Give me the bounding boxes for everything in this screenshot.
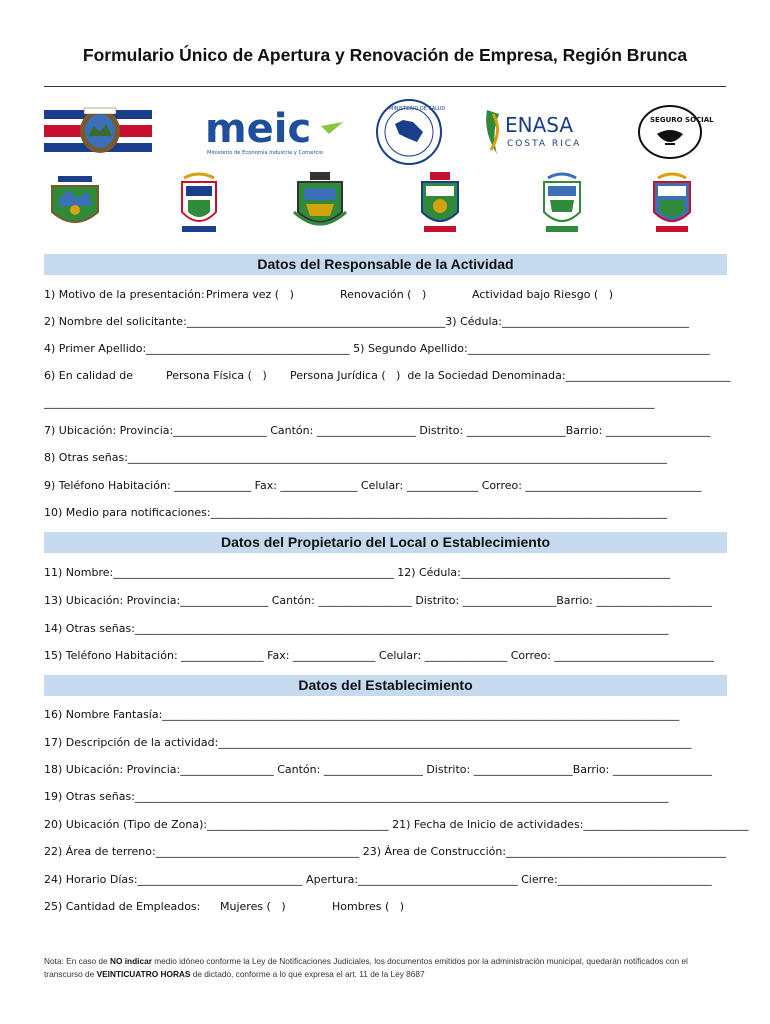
hombres-field[interactable]: Hombres ( ) xyxy=(332,900,405,913)
nombre-solicitante-field[interactable]: 2) Nombre del solicitante:_______________________________________________3) Cédula:__________________________________ xyxy=(44,315,689,328)
section-header-responsable: Datos del Responsable de la Actividad xyxy=(44,254,727,275)
meic-logo xyxy=(203,104,353,160)
telefonos-responsable-field[interactable]: 9) Teléfono Habitación: ______________ Fax: ______________ Celular: _____________ Correo: ________________________________ xyxy=(44,479,702,492)
note-bold1: NO indicar xyxy=(109,956,152,966)
note-bold2: VEINTICUATRO HORAS xyxy=(96,969,191,979)
ubicacion-responsable-field[interactable]: 7) Ubicación: Provincia:_________________ Cantón: __________________ Distrito: __________________Barrio: ___________________ xyxy=(44,424,711,437)
tipo-zona-fecha-field[interactable]: 20) Ubicación (Tipo de Zona):_________________________________ 21) Fecha de Inicio de actividades:______________________________ xyxy=(44,818,749,831)
ubicacion-establecimiento-field[interactable]: 18) Ubicación: Provincia:_________________ Cantón: __________________ Distrito: __________________Barrio: __________________ xyxy=(44,763,712,776)
primera-vez-checkbox[interactable]: Primera vez ( ) xyxy=(206,288,294,301)
svg-text:MINISTERIO DE SALUD: MINISTERIO DE SALUD xyxy=(389,106,446,112)
senasa-logo xyxy=(481,104,593,158)
motivo-presentacion-label: 1) Motivo de la presentación: xyxy=(44,288,205,301)
title-divider xyxy=(44,86,726,87)
calidad-label: 6) En calidad de xyxy=(44,369,134,382)
section-header-propietario: Datos del Propietario del Local o Establecimiento xyxy=(44,532,727,553)
svg-text:SEGURO SOCIAL: SEGURO SOCIAL xyxy=(650,116,714,124)
meic-logo-text: meic xyxy=(205,106,312,152)
mujeres-field[interactable]: Mujeres ( ) xyxy=(220,900,286,913)
area-terreno-construccion-field[interactable]: 22) Área de terreno:_____________________________________ 23) Área de Construcción:________________________________________ xyxy=(44,845,727,858)
footer-note xyxy=(44,955,727,981)
municipal-shield-2 xyxy=(176,172,222,236)
horario-field[interactable]: 24) Horario Días:______________________________ Apertura:_____________________________ Cierre:____________________________ xyxy=(44,873,712,886)
sociedad-continuation-field[interactable]: _______________________________________________________________________________________________________________ xyxy=(44,396,655,409)
municipal-shield-3 xyxy=(292,172,348,236)
municipal-shield-4 xyxy=(416,172,464,236)
persona-fisica-checkbox[interactable]: Persona Física ( ) xyxy=(166,369,267,382)
note-part2: medio idóneo conforme la Ley de Notificaciones Judiciales, los documentos emitidos por la administración municipal, quedarán notificados con el transcurso de xyxy=(44,956,688,979)
nombre-fantasia-field[interactable]: 16) Nombre Fantasía:______________________________________________________________________________________________ xyxy=(44,708,680,721)
persona-juridica-field[interactable]: Persona Jurídica ( ) de la Sociedad Denominada:______________________________ xyxy=(290,369,731,382)
municipal-shield-5 xyxy=(538,170,586,236)
seguro-social-logo xyxy=(637,104,714,160)
nombre-propietario-field[interactable]: 11) Nombre:___________________________________________________ 12) Cédula:______________________________________ xyxy=(44,566,670,579)
otras-senas-establecimiento-field[interactable]: 19) Otras señas:_________________________________________________________________________________________________ xyxy=(44,790,669,803)
svg-text:COSTA RICA: COSTA RICA xyxy=(507,139,582,149)
note-part1: Nota: En caso de xyxy=(44,956,110,966)
municipal-shield-6 xyxy=(648,172,696,236)
ubicacion-propietario-field[interactable]: 13) Ubicación: Provincia:________________ Cantón: _________________ Distrito: _________________Barrio: _____________________ xyxy=(44,594,712,607)
ministerio-de-salud-logo xyxy=(373,98,445,166)
telefonos-propietario-field[interactable]: 15) Teléfono Habitación: _______________ Fax: _______________ Celular: _______________ Correo: _____________________________ xyxy=(44,649,714,662)
note-part3: de dictado, conforme a lo que expresa el art. 11 de la Ley 8687 xyxy=(190,969,425,979)
cantidad-empleados-label: 25) Cantidad de Empleados: xyxy=(44,900,201,913)
apellidos-field[interactable]: 4) Primer Apellido:_____________________________________ 5) Segundo Apellido:____________________________________________ xyxy=(44,342,710,355)
otras-senas-responsable-field[interactable]: 8) Otras señas:__________________________________________________________________________________________________ xyxy=(44,451,667,464)
renovacion-checkbox[interactable]: Renovación ( ) xyxy=(340,288,427,301)
form-title: Formulario Único de Apertura y Renovación de Empresa, Región Brunca xyxy=(82,45,688,65)
municipal-shield-1 xyxy=(48,176,102,232)
medio-notificaciones-field[interactable]: 10) Medio para notificaciones:___________________________________________________________________________________ xyxy=(44,506,668,519)
otras-senas-propietario-field[interactable]: 14) Otras señas:_________________________________________________________________________________________________ xyxy=(44,622,669,635)
section-header-establecimiento: Datos del Establecimiento xyxy=(44,675,727,696)
svg-text:ENASA: ENASA xyxy=(505,113,574,137)
costa-rica-coat-of-arms-logo xyxy=(44,100,152,158)
meic-logo-subtext: Ministerio de Economía Industria y Comercio xyxy=(207,150,323,156)
descripcion-actividad-field[interactable]: 17) Descripción de la actividad:______________________________________________________________________________________ xyxy=(44,736,692,749)
actividad-riesgo-checkbox[interactable]: Actividad bajo Riesgo ( ) xyxy=(472,288,614,301)
